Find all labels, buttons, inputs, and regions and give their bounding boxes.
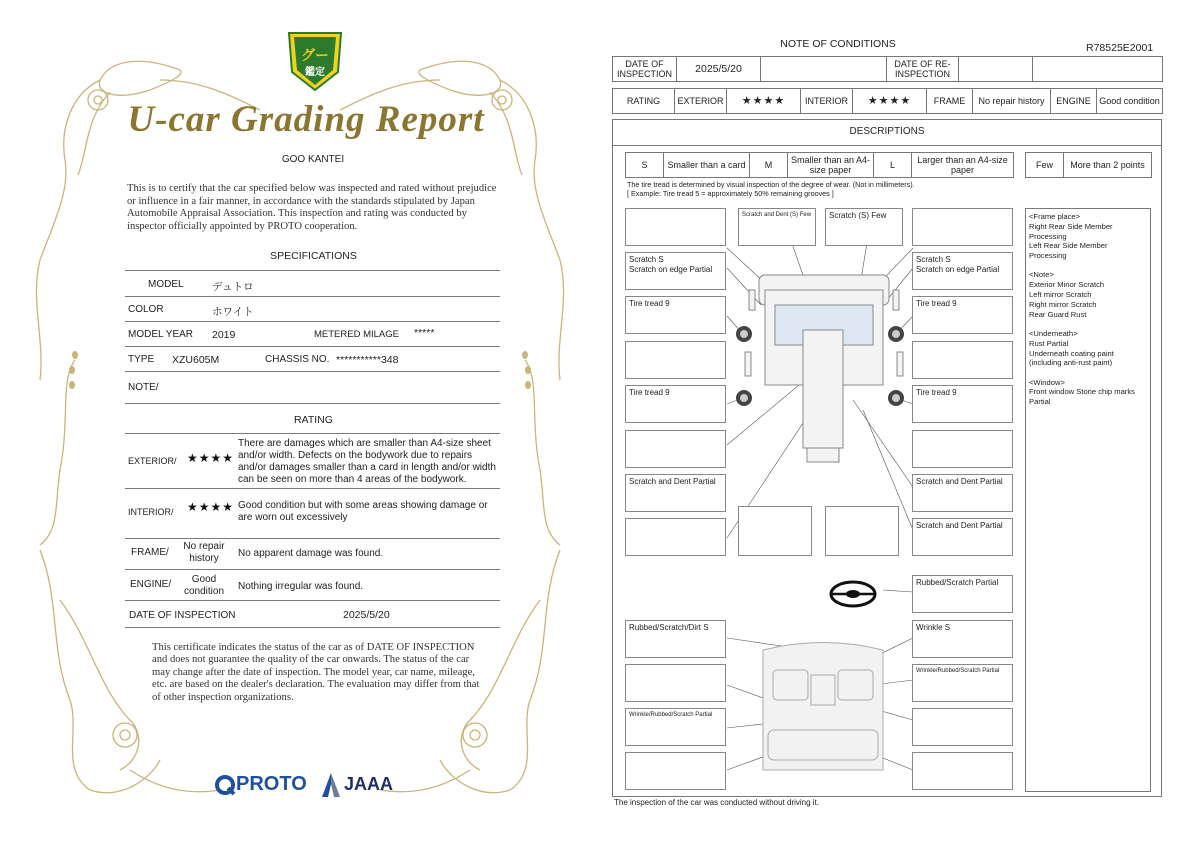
metered-milage-value: ***** [414,327,435,339]
divider [125,270,500,271]
inspection-footnote: The inspection of the car was conducted without driving it. [614,798,819,807]
rating-heading: RATING [294,414,333,426]
damage-label: Scratch on edge Partial [629,265,713,274]
date-of-inspection-label: DATE OF INSPECTION [129,610,236,621]
svg-text:グー: グー [301,48,329,64]
note-remarks: <Note> Exterior Minor Scratch Left mirror Scratch Right mirror Scratch Rear Guard Rust [1029,270,1105,319]
damage-box [912,708,1013,746]
legend-l: L [874,153,912,178]
legend-s: S [626,153,664,178]
divider [125,371,500,372]
closing-text: This certificate indicates the status of the car as of DATE OF INSPECTION and does not guarantee the quality of the car onwards. The status of the car may change after the date of inspection. The model year, car name, mileage, etc. are based on the dealer's declaration. The evaluation may differ from that of other inspection organizations. [152,642,480,703]
legend-l-desc: Larger than an A4-size paper [912,153,1014,178]
divider [125,600,500,601]
damage-box [912,752,1013,790]
damage-box [738,506,812,556]
empty-cell [1033,57,1163,82]
note-title: NOTE OF CONDITIONS [780,38,896,50]
legend-m: M [750,153,788,178]
tread-note-line-2: [ Example: Tire tread 5 = approximately 50% remaining grooves ] [627,189,834,198]
engine-description: Nothing irregular was found. [238,581,364,592]
metered-milage-label: METERED MILAGE [314,329,399,340]
underneath-remarks: <Underneath> Rust Partial Underneath coating paint (including anti-rust paint) [1029,328,1114,368]
damage-box [912,430,1013,468]
damage-box: Tire tread 9 [912,296,1013,334]
legend-s-desc: Smaller than a card [664,153,750,178]
damage-box [625,252,726,290]
legend-few: Few [1026,153,1064,178]
brand-name: GOO KANTEI [281,154,345,165]
damage-box [912,208,1013,246]
jaaa-logo-text: JAAA [344,774,394,794]
model-value: デュトロ [212,281,254,293]
damage-box: Rubbed/Scratch/Dirt S [625,620,726,658]
legend-few-desc: More than 2 points [1064,153,1152,178]
color-value: ホワイト [212,306,254,318]
date-of-inspection-value: 2025/5/20 [677,57,761,82]
damage-box [625,430,726,468]
frame-value: No repair history [183,541,225,564]
color-label: COLOR [128,304,164,315]
damage-label: Scratch S [629,255,664,264]
damage-box [912,252,1013,290]
damage-box [625,752,726,790]
interior-label: INTERIOR [801,89,853,114]
interior-label: INTERIOR/ [128,507,174,517]
frame-value: No repair history [973,89,1051,114]
exterior-stars: ★★★★ [727,89,801,114]
engine-label: ENGINE [1051,89,1097,114]
damage-box [625,518,726,556]
engine-value: Good condition [183,574,225,597]
damage-box [625,664,726,702]
date-of-inspection-value: 2025/5/20 [343,609,390,621]
chassis-value: ***********348 [336,354,399,366]
frame-place-remarks: <Frame place> Right Rear Side Member Processing Left Rear Side Member Processing [1029,212,1113,261]
goo-kantei-badge-icon [286,30,344,92]
exterior-description: There are damages which are smaller than A4-size sheet and/or width. Defects on the bodywork due to repairs and/or damages smaller than a card in length and/or width can be seen on more than 4 areas of the bodywork. [238,438,496,485]
divider [125,321,500,322]
chassis-label: CHASSIS NO. [265,354,330,365]
note-of-conditions [600,0,1200,848]
model-year-value: 2019 [212,329,236,341]
svg-text:鑑定: 鑑定 [305,67,325,78]
specifications-heading: SPECIFICATIONS [270,250,357,262]
inspection-date-table [612,56,1163,82]
engine-label: ENGINE/ [130,579,172,590]
proto-logo-icon [214,774,236,796]
divider [125,488,500,489]
damage-box: Tire tread 9 [912,385,1013,423]
damage-box: Tire tread 9 [625,385,726,423]
type-value: XZU605M [172,354,220,366]
type-label: TYPE [128,354,155,365]
damage-box: Wrinkle/Rubbed/Scratch Partial [912,664,1013,702]
interior-stars: ★★★★ [853,89,927,114]
divider [125,569,500,570]
frame-label: FRAME/ [131,547,169,558]
model-label: MODEL [148,279,184,290]
damage-box: Tire tread 9 [625,296,726,334]
damage-box [825,506,899,556]
descriptions-heading: DESCRIPTIONS [849,126,925,137]
jaaa-logo-icon [320,772,342,798]
legend-m-desc: Smaller than an A4-size paper [788,153,874,178]
steering-wheel-icon [831,582,875,606]
damage-box: Scratch (S) Few [825,208,903,246]
remarks-panel [1025,208,1151,792]
window-remarks: <Window> Front window Stone chip marks Partial [1029,377,1135,407]
note-label: NOTE/ [128,382,159,393]
damage-box: Scratch and Dent Partial [625,474,726,512]
damage-box: Wrinkle/Rubbed/Scratch Partial [625,708,726,746]
frame-label: FRAME [927,89,973,114]
interior-description: Good condition but with some areas showing damage or are worn out excessively [238,500,488,523]
exterior-label: EXTERIOR [675,89,727,114]
date-of-reinspection-label: DATE OF RE-INSPECTION [887,57,959,82]
damage-label: Scratch S [916,255,951,264]
exterior-label: EXTERIOR/ [128,456,177,466]
frame-description: No apparent damage was found. [238,548,384,559]
footer-logos [210,770,410,800]
descriptions-panel [612,119,1162,797]
empty-cell [959,57,1033,82]
certification-text: This is to certify that the car specified below was inspected and rated without prejudice or influence in a fair manner, in accordance with the standards stipulated by Japan Automobile Appraisal Association. This inspection and rating was conducted by inspector officially appointed by PROTO cooperation. [127,183,497,232]
date-of-inspection-label: DATE OF INSPECTION [613,57,677,82]
rating-label: RATING [613,89,675,114]
damage-box: Scratch and Dent (S) Few [738,208,816,246]
engine-value: Good condition [1097,89,1163,114]
tread-note-line-1: The tire tread is determined by visual inspection of the degree of wear. (Not in millimeters). [627,180,915,189]
damage-box [625,341,726,379]
divider [125,403,500,404]
model-year-label: MODEL YEAR [128,329,194,340]
damage-box: Scratch and Dent Partial [912,474,1013,512]
divider [125,627,500,628]
proto-logo-text: PROTO [236,773,307,795]
rating-table [612,88,1163,114]
damage-box [625,208,726,246]
divider [125,538,500,539]
damage-box: Scratch and Dent Partial [912,518,1013,556]
divider [125,433,500,434]
damage-label: Scratch on edge Partial [916,265,1000,274]
empty-cell [761,57,887,82]
reference-number: R78525E2001 [1086,42,1154,54]
damage-box: Rubbed/Scratch Partial [912,575,1013,613]
exterior-stars: ★★★★ [187,451,235,465]
report-title: U-car Grading Report [127,99,485,140]
divider [125,296,500,297]
interior-stars: ★★★★ [187,500,235,514]
divider [125,346,500,347]
damage-box: Wrinkle S [912,620,1013,658]
damage-box [912,341,1013,379]
